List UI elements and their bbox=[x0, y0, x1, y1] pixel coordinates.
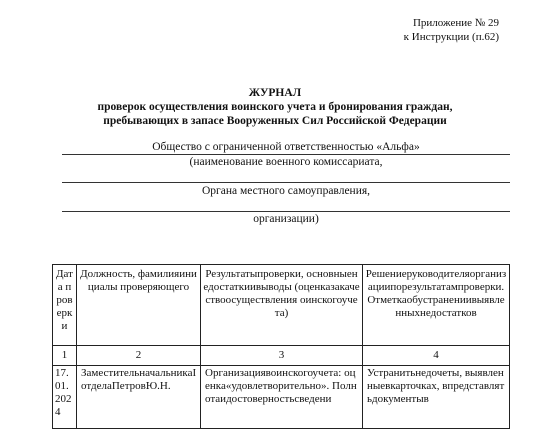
organization-hint-commissariat: (наименование военного комиссариата, bbox=[189, 156, 383, 168]
column-number: 2 bbox=[77, 346, 201, 366]
inspection-journal-table bbox=[52, 264, 510, 429]
appendix-instruction-ref: к Инструкции (п.62) bbox=[403, 31, 499, 43]
column-number: 4 bbox=[363, 346, 510, 366]
appendix-number: Приложение № 29 bbox=[412, 17, 499, 29]
document-subtitle-line1: проверок осуществления воинского учета и бронирования граждан, bbox=[97, 101, 453, 113]
divider-line bbox=[62, 182, 510, 183]
column-number: 1 bbox=[53, 346, 77, 366]
column-header-inspector: Должность, фамилияинициалы проверяющего bbox=[77, 265, 201, 346]
cell-inspector: ЗаместительначальникаIотделаПетровЮ.Н. bbox=[77, 366, 201, 429]
table-row bbox=[53, 366, 510, 429]
cell-result: Организациявоинскогоучета: оценка«удовлетворительно». Полнотаидостоверностьсведени bbox=[201, 366, 363, 429]
column-header-decision: Решениеруководителяорганизациипорезультатампроверки. Отметкаобустранениивыявленныхнедостатков bbox=[363, 265, 510, 346]
organization-name: Общество с ограниченной ответственностью «Альфа» bbox=[152, 141, 420, 153]
table-header-row bbox=[53, 265, 510, 346]
column-header-result: Результатыпроверки, основныенедостаткиивыводы (оценказакачествоосуществления оинскогоучета) bbox=[201, 265, 363, 346]
column-header-date: Дата проверки bbox=[53, 265, 77, 346]
document-title: ЖУРНАЛ bbox=[248, 87, 302, 99]
cell-decision: Устранитьнедочеты, выявленныевкарточках, впредставлятьдокументыв bbox=[363, 366, 510, 429]
column-number: 3 bbox=[201, 346, 363, 366]
organization-hint-local-government: Органа местного самоуправления, bbox=[201, 185, 371, 197]
organization-hint-organization: организации) bbox=[253, 213, 319, 225]
cell-date: 17.01.2024 bbox=[53, 366, 77, 429]
document-subtitle-line2: пребывающих в запасе Вооруженных Сил Российской Федерации bbox=[103, 115, 447, 127]
table-number-row bbox=[53, 346, 510, 366]
